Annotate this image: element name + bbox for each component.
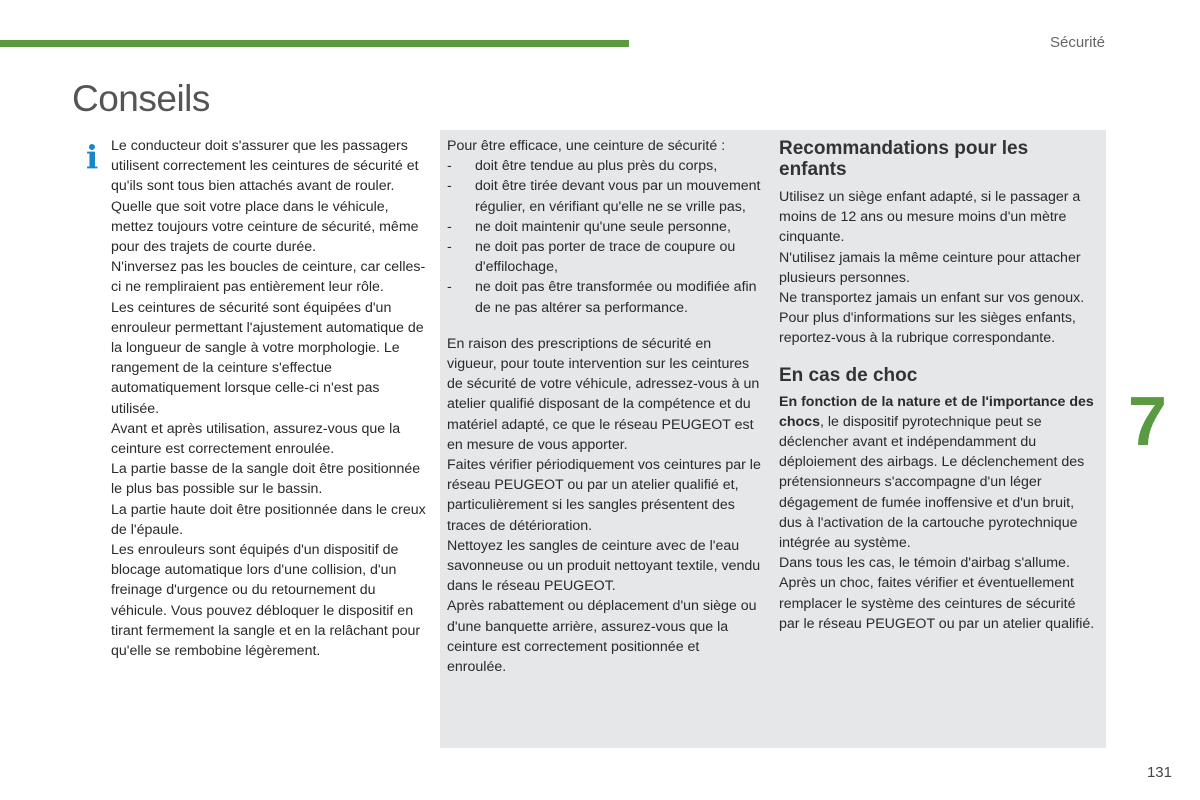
paragraph: N'utilisez jamais la même ceinture pour attacher plusieurs personnes. xyxy=(779,249,1081,286)
list-item: - doit être tendue au plus près du corps, xyxy=(447,156,762,176)
bold-text: En fonction de la nature et de l'importance des chocs xyxy=(779,393,1094,430)
paragraph: Quelle que soit votre place dans le véhicule, mettez toujours votre ceinture de sécurité, même pour des trajets de courte durée. xyxy=(111,198,419,256)
paragraph: Ne transportez jamais un enfant sur vos genoux. xyxy=(779,290,1085,307)
paragraph-text: , le dispositif pyrotechnique peut se déclencher avant et indépendamment du déploiement des airbags. Le déclenchement des prétensionneurs s'accompagne d'un léger dégagement de fumée inoffensive et d'un bruit, dus à l'activation de la cartouche pyrotechnique intégrée au système. xyxy=(779,413,1085,552)
heading-child-recommendations: Recommandations pour les enfants xyxy=(779,138,1029,180)
paragraph: Faites vérifier périodiquement vos ceintures par le réseau PEUGEOT ou par un atelier qualifié et, particulièrement si les sangles présentent des traces de détérioration. xyxy=(447,457,761,534)
paragraph: N'inversez pas les boucles de ceinture, car celles-ci ne rempliraient pas entièrement leur rôle. xyxy=(111,259,426,296)
info-column xyxy=(111,136,431,661)
paragraph: Les enrouleurs sont équipés d'un dispositif de blocage automatique lors d'une collision, d'un freinage d'urgence ou du retournement du véhicule. Vous pouvez débloquer le dispositif en tirant fermement la sangle et en la relâchant pour qu'elle se rembobine légèrement. xyxy=(111,542,421,660)
paragraph: Pour plus d'informations sur les sièges enfants, reportez-vous à la rubrique correspondante. xyxy=(779,310,1076,347)
list-item: - ne doit pas être transformée ou modifiée afin de ne pas altérer sa performance. xyxy=(447,277,762,317)
paragraph xyxy=(779,392,1099,554)
info-icon: i xyxy=(86,138,99,176)
page-number: 131 xyxy=(1146,764,1172,781)
paragraph: Après un choc, faites vérifier et éventuellement remplacer le système des ceintures de sécurité par le réseau PEUGEOT ou par un atelier qualifié. xyxy=(779,575,1095,632)
paragraph: Les ceintures de sécurité sont équipées d'un enrouleur permettant l'ajustement automatique de la longueur de sangle à votre morphologie. Le rangement de la ceinture s'effectue automatiquement lorsque celle-ci n'est pas utilisée. xyxy=(111,299,424,417)
paragraph: La partie basse de la sangle doit être positionnée le plus bas possible sur le bassin. xyxy=(111,461,421,498)
children-and-crash-column xyxy=(779,136,1099,634)
paragraph: Avant et après utilisation, assurez-vous que la ceinture est correctement enroulée. xyxy=(111,420,401,458)
spacer xyxy=(447,318,762,334)
header-accent-bar xyxy=(0,40,629,47)
chapter-number: 7 xyxy=(1128,382,1167,460)
list-item: - ne doit pas porter de trace de coupure ou d'effilochage, xyxy=(447,237,762,277)
list-item: - ne doit maintenir qu'une seule personne, xyxy=(447,217,762,237)
heading-crash: En cas de choc xyxy=(779,364,918,386)
paragraph: Utilisez un siège enfant adapté, si le passager a moins de 12 ans ou mesure moins d'un mètre cinquante. xyxy=(779,189,1081,246)
section-title: Sécurité xyxy=(1049,34,1105,51)
paragraph: En raison des prescriptions de sécurité en vigueur, pour toute intervention sur les ceintures de sécurité de votre véhicule, adressez-vous à un atelier qualifié disposant de la compétence et du matériel adapté, ce que le réseau PEUGEOT est en mesure de vous apporter. xyxy=(447,335,760,453)
requirements-list xyxy=(447,156,762,318)
page-title: Conseils xyxy=(72,78,210,119)
paragraph: La partie haute doit être positionnée dans le creux de l'épaule. xyxy=(111,501,426,538)
paragraph: Dans tous les cas, le témoin d'airbag s'allume. xyxy=(779,555,1070,572)
list-intro: Pour être efficace, une ceinture de sécurité : xyxy=(447,138,726,154)
list-item: - doit être tirée devant vous par un mouvement régulier, en vérifiant qu'elle ne se vrille pas, xyxy=(447,176,762,216)
paragraph: Après rabattement ou déplacement d'un siège ou d'une banquette arrière, assurez-vous que la ceinture est correctement positionnée et enroulée. xyxy=(447,598,757,676)
paragraph: Le conducteur doit s'assurer que les passagers utilisent correctement les ceintures de sécurité et qu'ils sont tous bien attachés avant de rouler. xyxy=(111,138,419,195)
efficiency-column xyxy=(447,136,762,677)
paragraph: Nettoyez les sangles de ceinture avec de l'eau savonneuse ou un produit nettoyant textile, vendu dans le réseau PEUGEOT. xyxy=(447,537,761,595)
